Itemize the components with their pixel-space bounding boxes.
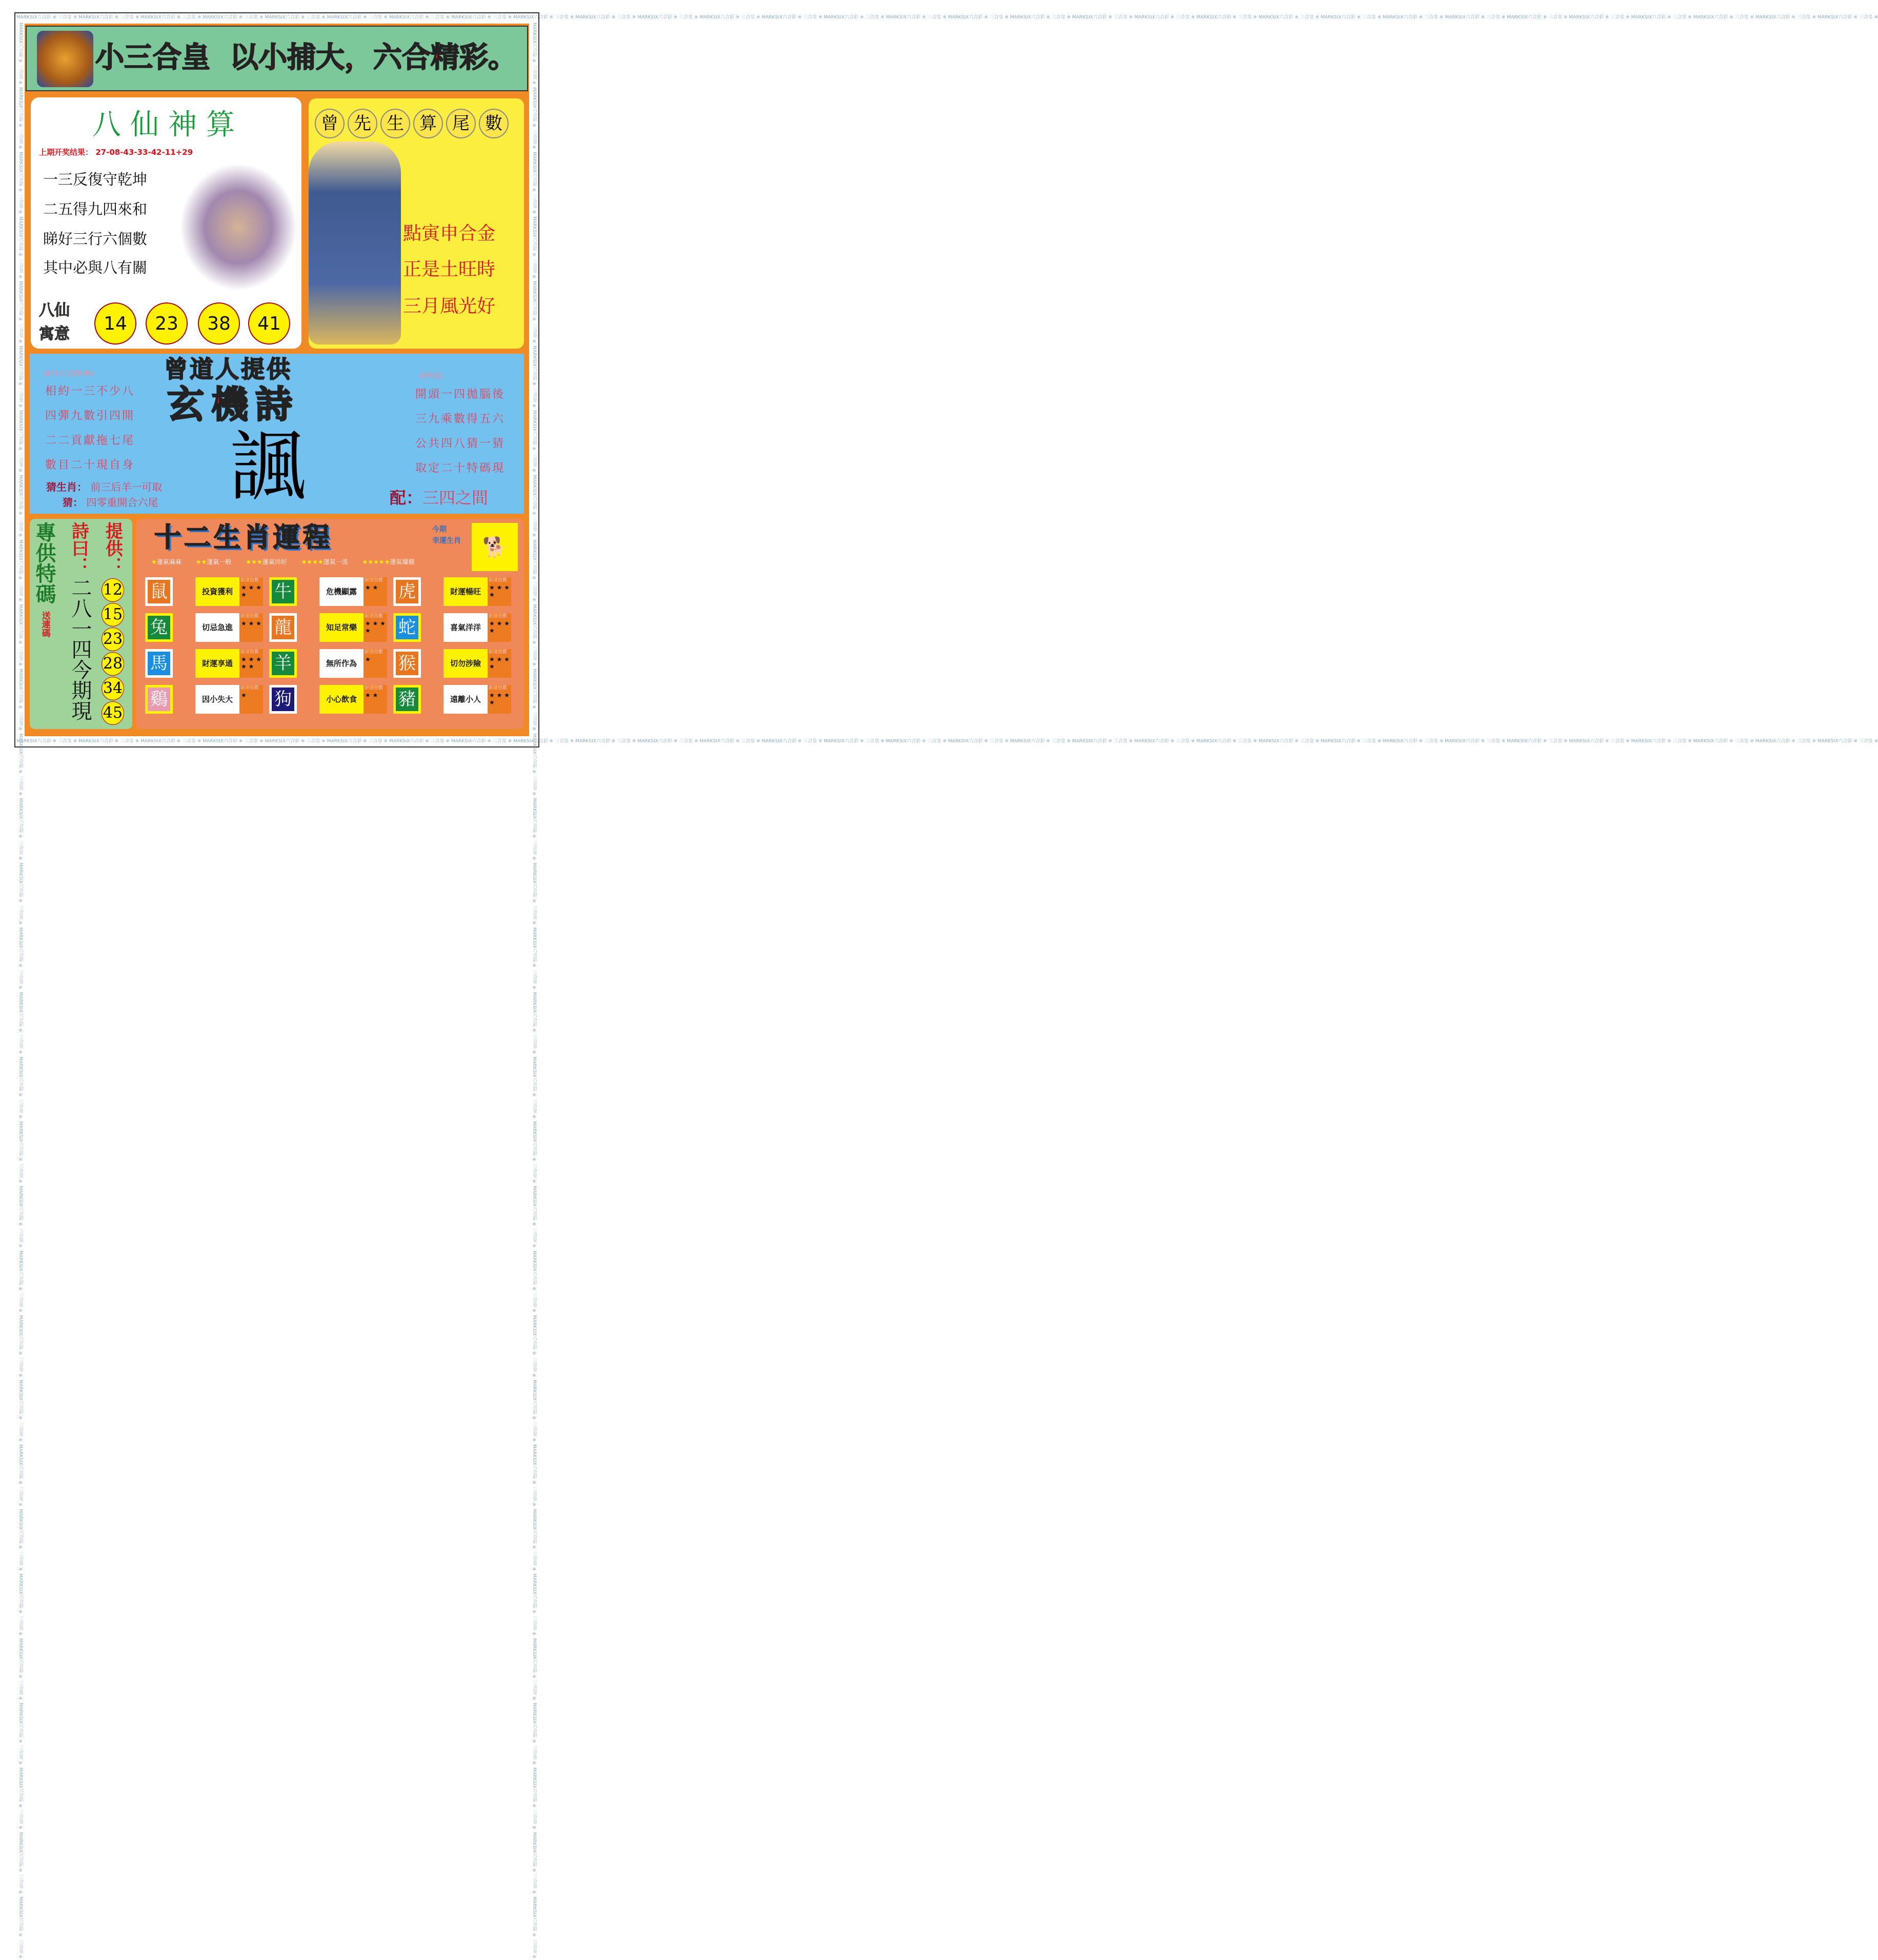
legend-stars: ★★★	[246, 558, 262, 565]
left-poem-line: 二二貢獻拖七尾	[45, 434, 135, 447]
fortune-index	[364, 649, 387, 678]
baxian-label: 八仙	[39, 301, 70, 319]
fortune-index-label: 財運指數	[365, 650, 383, 655]
guess-value: 四零重開合六尾	[86, 496, 158, 509]
right-poem-line: 三九乘數得五六	[415, 413, 506, 426]
star-rating-icon: ★ ★ ★ ★	[489, 656, 510, 670]
provider-title: 曾道人提供	[164, 355, 292, 383]
fortune-index-label: 財運指數	[240, 650, 259, 655]
star-rating-icon: ★ ★ ★ ★	[489, 584, 510, 598]
star-rating-icon: ★ ★	[365, 584, 378, 591]
watermark-strip-left: MARKSIX六合彩 ※ 三合皇 ※ MARKSIX六合彩 ※ 三合皇 ※ MARKSIX六合彩 ※ 三合皇 ※ MARKSIX六合彩 ※ 三合皇 ※ MARKSIX六合彩 ※ 三合皇 ※ MARKSIX六合彩 ※ 三合皇 ※ MARKSIX六合彩 ※ 三合皇 ※ MARKSIX六合彩 ※ 三合皇 ※ MARKSIX六合彩 ※ 三合皇 ※ MARKSIX六合彩 ※ 三合皇 ※ MARKSIX六合彩 ※ 三合皇 ※ MARKSIX六合彩 ※ 三合皇 ※ MARKSIX六合彩 ※ 三合皇 ※ MARKSIX六合彩 ※ 三合皇 ※ MARKSIX六合彩 ※ 三合皇 ※ MARKSIX六合彩 ※ 三合皇 ※ MARKSIX六合彩 ※ 三合皇 ※ MARKSIX六合彩 ※ 三合皇 ※ MARKSIX六合彩 ※ 三合皇 ※ MARKSIX六合彩 ※ 三合皇 ※ MARKSIX六合彩 ※ 三合皇 ※ MARKSIX六合彩 ※ 三合皇 ※ MARKSIX六合彩 ※ 三合皇 ※ MARKSIX六合彩 ※ 三合皇 ※ MARKSIX六合彩 ※ 三合皇 ※ MARKSIX六合彩 ※ 三合皇 ※ MARKSIX六合彩 ※ 三合皇 ※ MARKSIX六合彩 ※ 三合皇 ※ MARKSIX六合彩 ※ 三合皇 ※ MARKSIX六合彩 ※ 三合皇 ※	[18, 23, 23, 1960]
legend-item	[362, 558, 415, 566]
fortune-index-label: 財運指數	[489, 614, 508, 619]
guess-zodiac-label: 猜生肖：	[46, 481, 87, 493]
right-poem-line: 公共四八猜一猜	[415, 437, 506, 450]
guess-zodiac-value: 前三后羊一可取	[90, 481, 163, 493]
special-number: 28	[102, 652, 124, 676]
special-number: 23	[102, 628, 124, 651]
zodiac-fortune: 小心飲食	[319, 685, 364, 714]
zodiac-fortune: 切勿涉險	[443, 649, 488, 678]
star-legend	[151, 558, 414, 566]
fortune-index-label: 財運指數	[489, 578, 508, 583]
zodiac-row	[269, 613, 387, 642]
zodiac-fortune: 財運暢旺	[443, 577, 488, 606]
fortune-index-label: 財運指數	[489, 685, 508, 691]
zodiac-animal: 牛	[269, 577, 297, 606]
zodiac-animal: 豬	[393, 685, 421, 714]
lucky-label-line: 幸運生肖	[432, 537, 461, 545]
zodiac-animal: 猴	[393, 649, 421, 678]
title-char: 生	[380, 109, 410, 138]
fortune-index	[488, 613, 511, 642]
poem-line: 一三反復守乾坤	[43, 171, 148, 188]
legend-item	[246, 558, 287, 566]
number-ball: 41	[248, 302, 290, 345]
zodiac-fortune: 切忌急進	[195, 613, 239, 642]
pei-value: 三四之間	[422, 488, 489, 508]
lucky-zodiac-label	[432, 524, 461, 547]
zodiac-row	[393, 577, 511, 606]
zodiac-animal: 鼠	[145, 577, 173, 606]
slogan: 以小捕大，六合精彩。	[230, 41, 517, 74]
zodiac-fortune: 危機顯露	[319, 577, 364, 606]
fortune-index-label: 財運指數	[365, 614, 383, 619]
fortune-index-label: 財運指數	[240, 614, 259, 619]
zodiac-title: 十二生肖運程	[154, 522, 333, 553]
right-poem-line: 取定二十特碼現	[415, 462, 506, 475]
star-rating-icon: ★ ★ ★	[241, 620, 261, 627]
right-poem-line: 開頭一四拋腦後	[415, 388, 506, 401]
fortune-index	[364, 577, 387, 606]
title-char: 先	[348, 109, 377, 138]
legend-stars: ★★★★	[301, 558, 324, 565]
zodiac-animal: 蛇	[393, 613, 421, 642]
star-rating-icon: ★ ★ ★ ★	[489, 692, 510, 706]
star-rating-icon: ★ ★ ★ ★	[241, 584, 261, 598]
right-note: (猜尾數)	[418, 372, 444, 380]
xuanji-panel	[30, 354, 524, 514]
left-poem-line: 四彈九數引四開	[45, 410, 135, 422]
fortune-index-label: 財運指數	[240, 578, 259, 583]
zeng-poem-line: 三月風光好	[403, 296, 496, 317]
legend-item	[301, 558, 348, 566]
title-char: 數	[479, 109, 509, 138]
fortune-index	[364, 613, 387, 642]
pei-label: 配：	[390, 488, 423, 508]
fortune-index	[239, 649, 263, 678]
fortune-index	[364, 685, 387, 714]
eight-immortals-illustration	[179, 163, 297, 291]
number-ball: 38	[198, 302, 240, 345]
fortune-index-label: 財運指數	[489, 650, 508, 655]
watermark-strip-top: MARKSIX六合彩 ※ 三合皇 ※ MARKSIX六合彩 ※ 三合皇 ※ MARKSIX六合彩 ※ 三合皇 ※ MARKSIX六合彩 ※ 三合皇 ※ MARKSIX六合彩 ※ 三合皇 ※ MARKSIX六合彩 ※ 三合皇 ※ MARKSIX六合彩 ※ 三合皇 ※ MARKSIX六合彩 ※ 三合皇 ※ MARKSIX六合彩 ※ 三合皇 ※ MARKSIX六合彩 ※ 三合皇 ※ MARKSIX六合彩 ※ 三合皇 ※ MARKSIX六合彩 ※ 三合皇 ※ MARKSIX六合彩 ※ 三合皇 ※ MARKSIX六合彩 ※ 三合皇 ※ MARKSIX六合彩 ※ 三合皇 ※ MARKSIX六合彩 ※ 三合皇 ※ MARKSIX六合彩 ※ 三合皇 ※ MARKSIX六合彩 ※ 三合皇 ※ MARKSIX六合彩 ※ 三合皇 ※ MARKSIX六合彩 ※ 三合皇 ※ MARKSIX六合彩 ※ 三合皇 ※ MARKSIX六合彩 ※ 三合皇 ※ MARKSIX六合彩 ※ 三合皇 ※ MARKSIX六合彩 ※ 三合皇 ※ MARKSIX六合彩 ※ 三合皇 ※ MARKSIX六合彩 ※ 三合皇 ※ MARKSIX六合彩 ※ 三合皇 ※ MARKSIX六合彩 ※ 三合皇 ※ MARKSIX六合彩 ※ 三合皇 ※ MARKSIX六合彩 ※ 三合皇 ※	[16, 15, 1878, 20]
star-rating-icon: ★ ★	[365, 692, 378, 699]
special-number: 34	[102, 677, 124, 700]
zodiac-row	[269, 685, 387, 714]
zodiac-row	[269, 577, 387, 606]
star-rating-icon: ★ ★ ★ ★	[365, 620, 386, 634]
poem-line: 其中必與八有關	[43, 259, 148, 276]
title-char: 曾	[315, 109, 345, 138]
left-poem-line: 相約一三不少八	[45, 385, 135, 398]
zodiac-row	[269, 649, 387, 678]
star-rating-icon: ★ ★ ★ ★	[489, 620, 510, 634]
last-draw-result: 上期开奖结果： 27-08-43-33-42-11+29	[39, 148, 193, 157]
left-note: (猜生肖)(猜特碼)	[43, 370, 94, 378]
star-rating-icon: ★ ★ ★ ★ ★	[241, 656, 261, 670]
special-number: 45	[102, 701, 124, 725]
special-number: 12	[102, 578, 124, 602]
special-poem: 二八一四今期現	[68, 577, 92, 721]
zodiac-fortune: 遠離小人	[443, 685, 488, 714]
fortune-index-label: 財運指數	[365, 685, 383, 691]
legend-stars: ★	[151, 558, 157, 565]
guess-label: 猜：	[63, 496, 83, 509]
legend-text: 運氣麻麻	[156, 558, 181, 565]
riddle-character: 諷	[230, 422, 307, 512]
header-banner	[26, 26, 528, 91]
zodiac-row	[393, 649, 511, 678]
zodiac-fortune: 知足常樂	[319, 613, 364, 642]
zodiac-animal: 羊	[269, 649, 297, 678]
watermark-strip-bottom: MARKSIX六合彩 ※ 三合皇 ※ MARKSIX六合彩 ※ 三合皇 ※ MARKSIX六合彩 ※ 三合皇 ※ MARKSIX六合彩 ※ 三合皇 ※ MARKSIX六合彩 ※ 三合皇 ※ MARKSIX六合彩 ※ 三合皇 ※ MARKSIX六合彩 ※ 三合皇 ※ MARKSIX六合彩 ※ 三合皇 ※ MARKSIX六合彩 ※ 三合皇 ※ MARKSIX六合彩 ※ 三合皇 ※ MARKSIX六合彩 ※ 三合皇 ※ MARKSIX六合彩 ※ 三合皇 ※ MARKSIX六合彩 ※ 三合皇 ※ MARKSIX六合彩 ※ 三合皇 ※ MARKSIX六合彩 ※ 三合皇 ※ MARKSIX六合彩 ※ 三合皇 ※ MARKSIX六合彩 ※ 三合皇 ※ MARKSIX六合彩 ※ 三合皇 ※ MARKSIX六合彩 ※ 三合皇 ※ MARKSIX六合彩 ※ 三合皇 ※ MARKSIX六合彩 ※ 三合皇 ※ MARKSIX六合彩 ※ 三合皇 ※ MARKSIX六合彩 ※ 三合皇 ※ MARKSIX六合彩 ※ 三合皇 ※ MARKSIX六合彩 ※ 三合皇 ※ MARKSIX六合彩 ※ 三合皇 ※ MARKSIX六合彩 ※ 三合皇 ※ MARKSIX六合彩 ※ 三合皇 ※ MARKSIX六合彩 ※ 三合皇 ※ MARKSIX六合彩 ※ 三合皇 ※	[16, 739, 1878, 744]
poem-line: 二五得九四來和	[43, 200, 148, 218]
zodiac-fortune-panel	[136, 519, 524, 729]
poem-label: 詩曰：	[68, 522, 89, 574]
provide-label: 提供：	[102, 522, 123, 574]
zodiac-animal: 馬	[145, 649, 173, 678]
fortune-index	[488, 685, 511, 714]
legend-stars: ★★★★★	[362, 558, 390, 565]
zodiac-animal: 兔	[145, 613, 173, 642]
legend-text: 運氣一流	[323, 558, 348, 565]
zodiac-row	[145, 685, 263, 714]
special-number-panel	[30, 519, 132, 729]
number-ball: 23	[146, 302, 188, 345]
guess-tail	[63, 496, 158, 509]
special-title: 專供特碼	[32, 522, 56, 604]
fortune-index	[488, 649, 511, 678]
title-char: 尾	[446, 109, 476, 138]
zeng-poem-line: 正是土旺時	[403, 259, 496, 280]
pei-line	[390, 488, 488, 508]
watermark-strip-right: MARKSIX六合彩 ※ 三合皇 ※ MARKSIX六合彩 ※ 三合皇 ※ MARKSIX六合彩 ※ 三合皇 ※ MARKSIX六合彩 ※ 三合皇 ※ MARKSIX六合彩 ※ 三合皇 ※ MARKSIX六合彩 ※ 三合皇 ※ MARKSIX六合彩 ※ 三合皇 ※ MARKSIX六合彩 ※ 三合皇 ※ MARKSIX六合彩 ※ 三合皇 ※ MARKSIX六合彩 ※ 三合皇 ※ MARKSIX六合彩 ※ 三合皇 ※ MARKSIX六合彩 ※ 三合皇 ※ MARKSIX六合彩 ※ 三合皇 ※ MARKSIX六合彩 ※ 三合皇 ※ MARKSIX六合彩 ※ 三合皇 ※ MARKSIX六合彩 ※ 三合皇 ※ MARKSIX六合彩 ※ 三合皇 ※ MARKSIX六合彩 ※ 三合皇 ※ MARKSIX六合彩 ※ 三合皇 ※ MARKSIX六合彩 ※ 三合皇 ※ MARKSIX六合彩 ※ 三合皇 ※ MARKSIX六合彩 ※ 三合皇 ※ MARKSIX六合彩 ※ 三合皇 ※ MARKSIX六合彩 ※ 三合皇 ※ MARKSIX六合彩 ※ 三合皇 ※ MARKSIX六合彩 ※ 三合皇 ※ MARKSIX六合彩 ※ 三合皇 ※ MARKSIX六合彩 ※ 三合皇 ※ MARKSIX六合彩 ※ 三合皇 ※ MARKSIX六合彩 ※ 三合皇 ※	[532, 23, 537, 1960]
legend-item	[151, 558, 181, 566]
xuanji-title: 玄機詩	[167, 383, 300, 426]
sage-illustration	[309, 142, 401, 345]
baxian-title: 八仙神算	[92, 108, 244, 142]
fortune-index	[239, 685, 263, 714]
legend-text: 運氣爆棚	[390, 558, 415, 565]
title-char: 算	[413, 109, 443, 138]
fortune-index	[239, 577, 263, 606]
legend-item	[196, 558, 232, 566]
special-subtitle: 送連碼	[39, 611, 50, 637]
baxian-panel	[31, 97, 301, 349]
fortune-index	[488, 577, 511, 606]
zeng-poem-line: 點寅申合金	[403, 223, 496, 244]
fortune-index-label: 財運指數	[365, 578, 383, 583]
star-rating-icon: ★	[241, 692, 247, 699]
zodiac-animal: 龍	[269, 613, 297, 642]
poem-line: 睇好三行六個數	[43, 230, 148, 248]
zodiac-fortune: 無所作為	[319, 649, 364, 678]
lucky-zodiac-image: 🐕	[472, 523, 518, 571]
star-rating-icon: ★	[365, 656, 371, 663]
legend-text: 運氣尚好	[262, 558, 287, 565]
mascot-logo-image	[37, 31, 93, 87]
number-ball: 14	[94, 302, 136, 345]
lucky-label-line: 今期	[432, 526, 447, 534]
zodiac-row	[145, 577, 263, 606]
legend-text: 運氣一般	[207, 558, 232, 565]
zodiac-fortune: 投資獲利	[195, 577, 239, 606]
zodiac-row	[393, 685, 511, 714]
baxian-label: 寓意	[39, 325, 70, 343]
zodiac-fortune: 喜氣洋洋	[443, 613, 488, 642]
brand-title: 小三合皇	[95, 41, 210, 74]
zodiac-fortune: 財運享通	[195, 649, 239, 678]
special-number: 15	[102, 603, 124, 627]
zodiac-row	[145, 613, 263, 642]
zodiac-animal: 狗	[269, 685, 297, 714]
zeng-title	[315, 109, 509, 138]
zodiac-row	[145, 649, 263, 678]
legend-stars: ★★	[195, 558, 207, 565]
zodiac-row	[393, 613, 511, 642]
zodiac-animal: 虎	[393, 577, 421, 606]
fortune-index	[239, 613, 263, 642]
zeng-panel	[309, 98, 524, 349]
zodiac-fortune: 因小失大	[195, 685, 239, 714]
left-poem-line: 數目二十現自身	[45, 459, 135, 472]
fortune-index-label: 財運指數	[240, 685, 259, 691]
zodiac-animal: 鷄	[145, 685, 173, 714]
guess-zodiac	[46, 481, 162, 493]
